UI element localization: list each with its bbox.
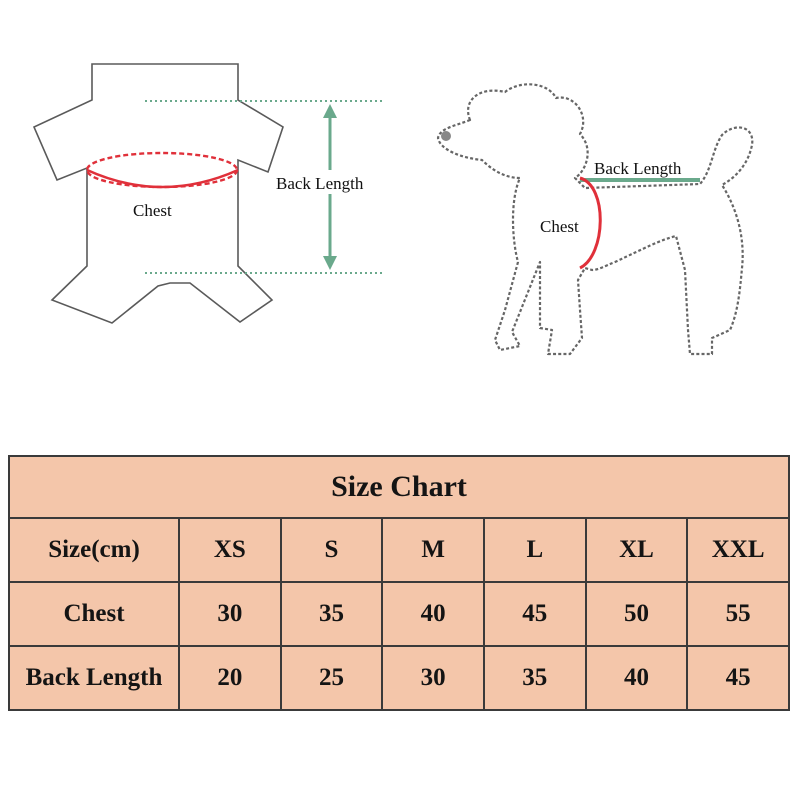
size-column-header: XL xyxy=(586,518,688,582)
chest-value-cell: 40 xyxy=(382,582,484,646)
back-length-value-cell: 35 xyxy=(484,646,586,710)
chest-row-label: Chest xyxy=(9,582,179,646)
back-length-value-cell: 30 xyxy=(382,646,484,710)
size-column-header: L xyxy=(484,518,586,582)
back-length-row xyxy=(9,646,789,710)
chest-value-cell: 45 xyxy=(484,582,586,646)
size-chart-table xyxy=(8,455,790,711)
dog-outline xyxy=(438,84,752,354)
back-length-value-cell: 45 xyxy=(687,646,789,710)
size-column-header: XXL xyxy=(687,518,789,582)
chest-value-cell: 35 xyxy=(281,582,383,646)
chest-row xyxy=(9,582,789,646)
garment-back-length-label: Back Length xyxy=(276,174,364,193)
size-column-header: XS xyxy=(179,518,281,582)
back-length-value-cell: 20 xyxy=(179,646,281,710)
back-length-row-label: Back Length xyxy=(9,646,179,710)
garment-illustration xyxy=(34,64,388,323)
garment-chest-label: Chest xyxy=(133,201,172,220)
dog-nose-icon xyxy=(441,131,451,141)
chest-value-cell: 50 xyxy=(586,582,688,646)
chest-value-cell: 55 xyxy=(687,582,789,646)
dog-back-length-label: Back Length xyxy=(594,159,682,178)
chest-value-cell: 30 xyxy=(179,582,281,646)
size-chart xyxy=(8,455,790,708)
dog-illustration xyxy=(438,84,752,354)
size-column-header: S xyxy=(281,518,383,582)
garment-outline xyxy=(34,64,283,323)
size-header-label: Size(cm) xyxy=(9,518,179,582)
dog-chest-label: Chest xyxy=(540,217,579,236)
size-column-header: M xyxy=(382,518,484,582)
size-header-row xyxy=(9,518,789,582)
size-chart-title: Size Chart xyxy=(9,456,789,518)
dog-chest-curve xyxy=(580,178,600,268)
back-length-value-cell: 25 xyxy=(281,646,383,710)
back-length-value-cell: 40 xyxy=(586,646,688,710)
size-chart-title-row xyxy=(9,456,789,518)
